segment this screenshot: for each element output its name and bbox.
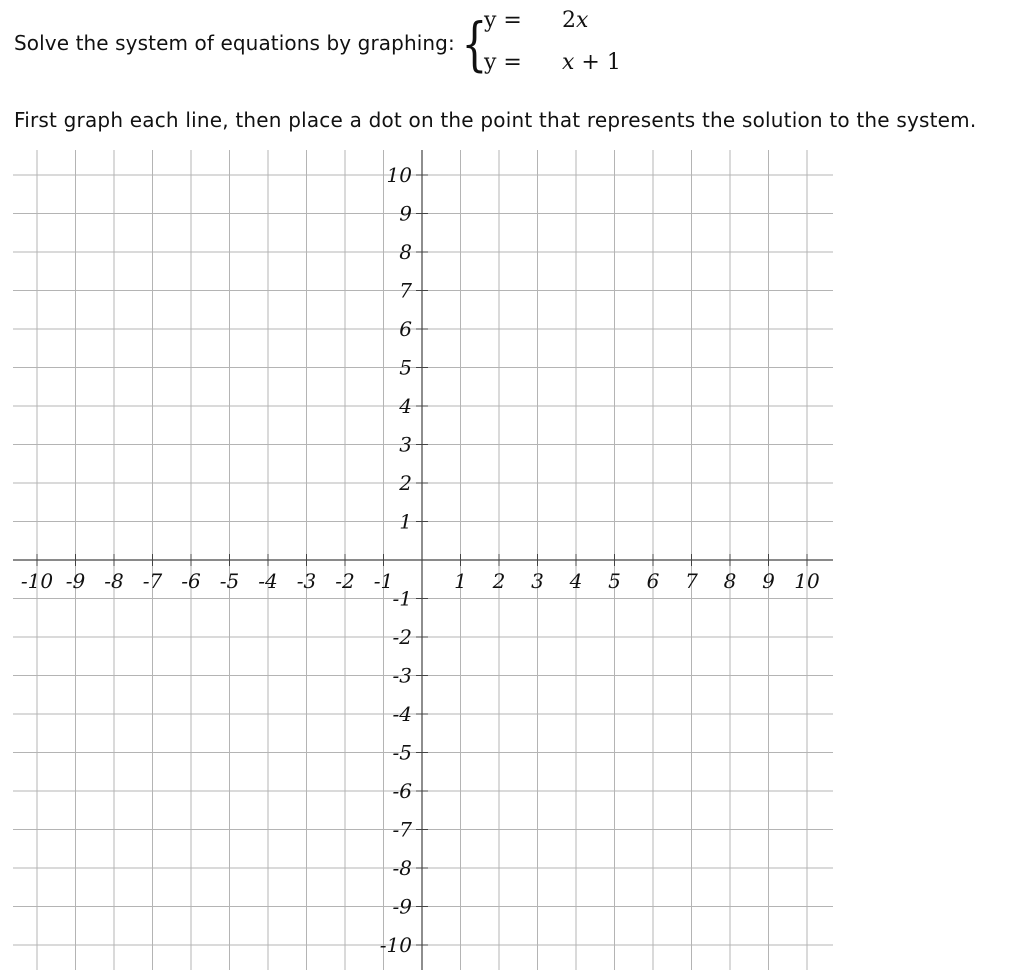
y-tick-label: 6 <box>399 317 412 341</box>
equation-1-rhs <box>562 8 588 33</box>
coordinate-graph[interactable] <box>0 140 1024 973</box>
x-tick-label: -7 <box>142 569 163 593</box>
y-tick-label: -10 <box>379 933 412 957</box>
x-tick-label: -3 <box>296 569 317 593</box>
y-tick-label: -8 <box>392 856 412 880</box>
x-tick-label: 7 <box>685 569 698 593</box>
x-tick-label: -8 <box>104 569 124 593</box>
y-tick-label: -9 <box>392 894 412 919</box>
x-tick-label: 6 <box>646 569 660 593</box>
equation-system <box>456 8 656 80</box>
equation-2-variable: x <box>562 50 575 75</box>
x-tick-label: -1 <box>373 569 394 593</box>
y-tick-label: 4 <box>399 394 412 418</box>
y-tick-label: 7 <box>399 278 412 303</box>
x-tick-label: 9 <box>762 569 775 593</box>
x-tick-label: 3 <box>531 569 544 593</box>
x-tick-label: -6 <box>181 569 201 593</box>
left-brace-icon: { <box>461 10 488 78</box>
y-tick-label: -1 <box>392 586 412 611</box>
equation-2-lhs: y = <box>484 50 522 75</box>
x-tick-label: -5 <box>219 569 240 593</box>
y-tick-label: 2 <box>399 471 412 495</box>
equation-1-variable: x <box>576 8 589 33</box>
y-tick-label: 8 <box>399 240 412 264</box>
x-tick-label: -10 <box>20 569 54 593</box>
x-tick-label: 10 <box>794 569 820 593</box>
x-tick-label: 4 <box>569 569 583 593</box>
x-tick-label: -2 <box>335 569 355 593</box>
x-tick-label: 1 <box>454 569 467 593</box>
x-tick-label: -9 <box>65 569 86 593</box>
y-tick-label: 5 <box>399 355 412 380</box>
y-tick-label: -5 <box>392 740 412 765</box>
y-tick-label: -7 <box>392 817 412 842</box>
y-tick-label: -3 <box>392 663 412 688</box>
equation-2-rhs <box>562 50 621 75</box>
y-tick-label: 9 <box>399 201 412 226</box>
y-tick-label: 3 <box>399 432 412 457</box>
y-tick-label: -6 <box>392 779 412 803</box>
x-tick-label: -4 <box>258 569 278 593</box>
equation-1-lhs: y = <box>484 8 522 33</box>
y-tick-label: -2 <box>392 625 412 649</box>
equation-2-constant: + 1 <box>574 50 621 75</box>
instruction-text: First graph each line, then place a dot on the point that represents the solution to the system. <box>14 108 977 132</box>
y-tick-label: 10 <box>386 163 412 187</box>
problem-prompt: Solve the system of equations by graphing: <box>14 31 455 55</box>
y-tick-label: -4 <box>392 702 412 726</box>
equation-1-coefficient: 2 <box>562 8 576 33</box>
y-tick-label: 1 <box>399 509 412 534</box>
x-tick-label: 8 <box>723 569 737 593</box>
x-tick-label: 5 <box>608 569 621 593</box>
x-tick-label: 2 <box>492 569 506 593</box>
